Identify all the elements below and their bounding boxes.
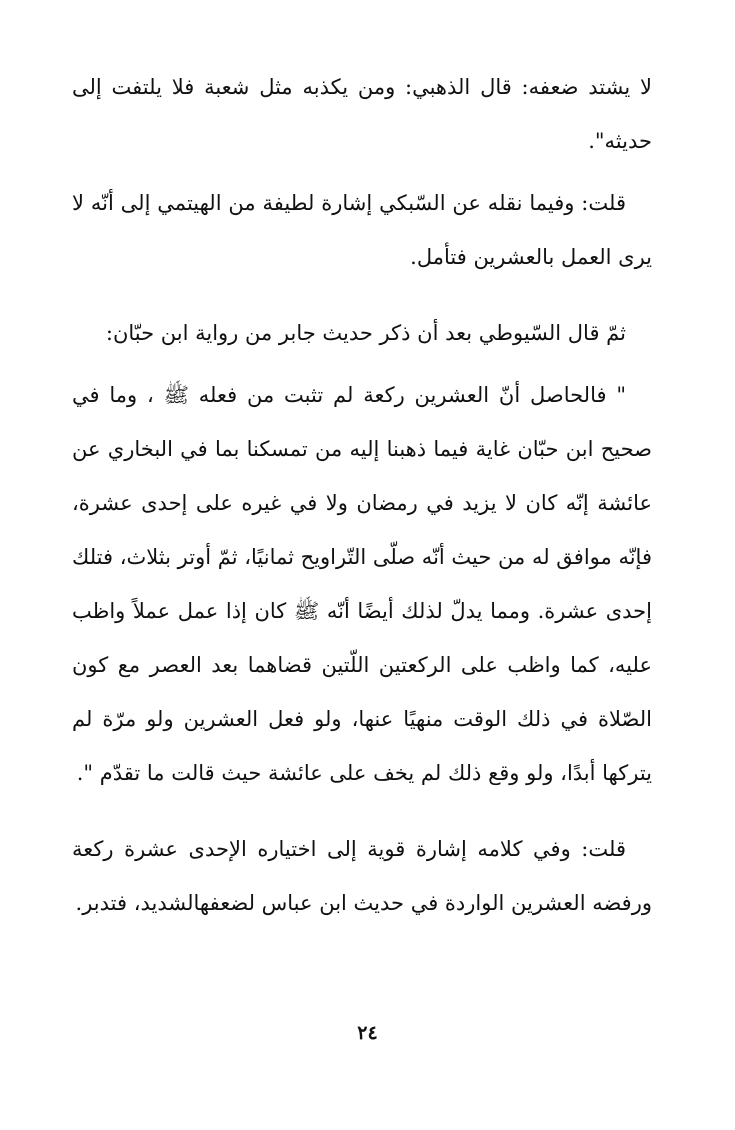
paragraph-4-quote: " فالحاصل أنّ العشرين ركعة لم تثبت من فعله ﷺ ، وما في صحيح ابن حبّان غاية فيما ذهبنا إليه من تمسكنا بما في البخاري عن عائشة إنّه كان لا يزيد في رمضان ولا في غيره على إحدى عشرة، فإنّه موافق له من حيث أنّه صلّى التّراويح ثمانيًا، ثمّ أوتر بثلاث، فتلك إحدى عشرة. ومما يدلّ لذلك أيضًا أنّه ﷺ كان إذا عمل عملاً واظب عليه، كما واظب على الركعتين اللّتين قضاهما بعد العصر مع كون الصّلاة في ذلك الوقت منهيًا عنها، ولو فعل العشرين ولو مرّة لم يتركها أبدًا، ولو وقع ذلك لم يخف على عائشة حيث قالت ما تقدّم ". bbox=[72, 383, 652, 785]
page-body bbox=[72, 60, 652, 930]
paragraph-3: ثمّ قال السّيوطي بعد أن ذكر حديث جابر من رواية ابن حبّان: bbox=[105, 321, 626, 345]
paragraph-5: قلت: وفي كلامه إشارة قوية إلى اختياره الإحدى عشرة ركعة ورفضه العشرين الواردة في حديث ابن عباس لضعفهالشديد، فتدبر. bbox=[72, 837, 652, 915]
page-number: ٢٤ bbox=[357, 1022, 378, 1044]
paragraph-2: قلت: وفيما نقله عن السّبكي إشارة لطيفة من الهيتمي إلى أنّه لا يرى العمل بالعشرين فتأمل. bbox=[72, 191, 652, 269]
paragraph-1: لا يشتد ضعفه: قال الذهبي: ومن يكذبه مثل شعبة فلا يلتفت إلى حديثه". bbox=[72, 75, 652, 153]
